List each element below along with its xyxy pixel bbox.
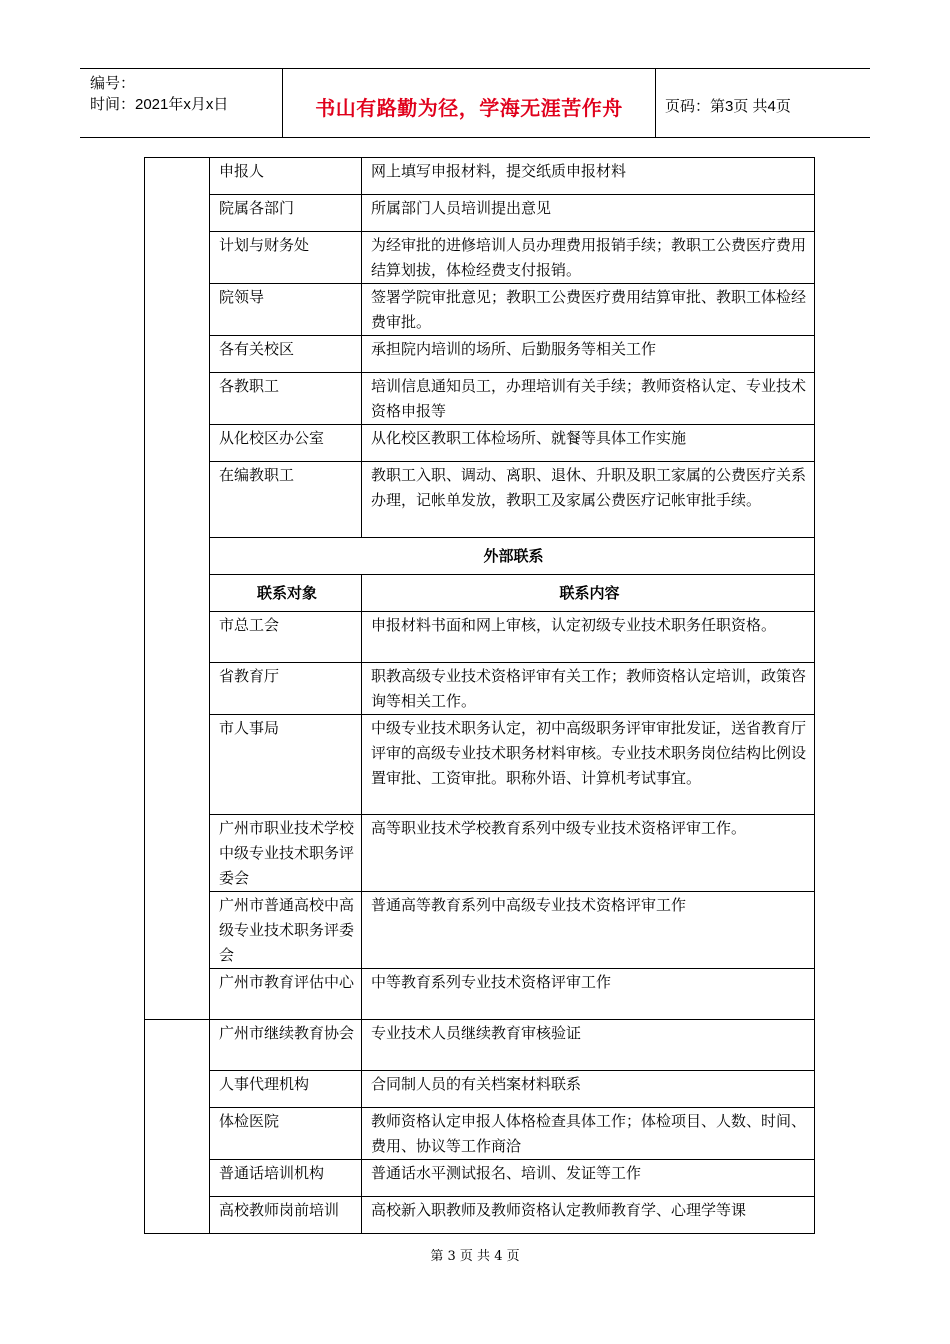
contact-content: 高校新入职教师及教师资格认定教师教育学、心理学等课 — [362, 1197, 815, 1234]
contact-object: 体检医院 — [210, 1108, 362, 1160]
contact-content: 签署学院审批意见；教职工公费医疗费用结算审批、教职工体检经费审批。 — [362, 284, 815, 336]
contact-object: 普通话培训机构 — [210, 1160, 362, 1197]
header-info — [80, 69, 282, 137]
doc-code-label: 编号： — [90, 75, 136, 92]
contact-content: 网上填写申报材料，提交纸质申报材料 — [362, 158, 815, 195]
table-row — [145, 425, 815, 462]
contact-object: 计划与财务处 — [210, 232, 362, 284]
column-header-object: 联系对象 — [210, 575, 362, 612]
table-row — [145, 1071, 815, 1108]
table-row — [145, 663, 815, 715]
doc-date-label: 时间：2021年x月x日 — [90, 96, 229, 113]
contact-object: 市总工会 — [210, 612, 362, 663]
contact-object: 各教职工 — [210, 373, 362, 425]
contact-content: 中等教育系列专业技术资格评审工作 — [362, 969, 815, 1020]
page-header — [80, 68, 870, 138]
contact-object: 广州市职业技术学校中级专业技术职务评委会 — [210, 815, 362, 892]
contact-object: 在编教职工 — [210, 462, 362, 538]
column-header-content: 联系内容 — [362, 575, 815, 612]
contact-content: 教职工入职、调动、离职、退休、升职及职工家属的公费医疗关系办理，记帐单发放，教职工及家属公费医疗记帐审批手续。 — [362, 462, 815, 538]
contact-content: 合同制人员的有关档案材料联系 — [362, 1071, 815, 1108]
table-row — [145, 1197, 815, 1234]
contact-content: 职教高级专业技术资格评审有关工作；教师资格认定培训，政策咨询等相关工作。 — [362, 663, 815, 715]
header-motto-cell — [282, 69, 656, 137]
contact-content: 专业技术人员继续教育审核验证 — [362, 1020, 815, 1071]
header-page-number: 页码：第3页 共4页 — [665, 97, 791, 115]
contact-content: 教师资格认定申报人体格检查具体工作；体检项目、人数、时间、费用、协议等工作商洽 — [362, 1108, 815, 1160]
page-footer: 第 3 页 共 4 页 — [430, 1249, 520, 1264]
left-column-block — [145, 1020, 210, 1234]
contact-object: 广州市普通高校中高级专业技术职务评委会 — [210, 892, 362, 969]
header-motto: 书山有路勤为径，学海无涯苦作舟 — [315, 95, 623, 120]
external-section-title: 外部联系 — [210, 538, 815, 575]
table-row — [145, 336, 815, 373]
table-row — [145, 462, 815, 538]
table-row — [145, 373, 815, 425]
contact-content: 申报材料书面和网上审核，认定初级专业技术职务任职资格。 — [362, 612, 815, 663]
contact-content: 所属部门人员培训提出意见 — [362, 195, 815, 232]
table-row — [145, 195, 815, 232]
section-title-row — [145, 538, 815, 575]
table-row — [145, 1020, 815, 1071]
left-column-block — [145, 158, 210, 1020]
contact-table — [144, 157, 815, 1234]
contact-object: 广州市教育评估中心 — [210, 969, 362, 1020]
contact-content: 培训信息通知员工，办理培训有关手续；教师资格认定、专业技术资格申报等 — [362, 373, 815, 425]
header-page-cell — [655, 69, 870, 137]
table-row — [145, 815, 815, 892]
table-row — [145, 232, 815, 284]
contact-object: 院领导 — [210, 284, 362, 336]
table-header-row — [145, 575, 815, 612]
contact-content: 为经审批的进修培训人员办理费用报销手续；教职工公费医疗费用结算划拔，体检经费支付报销。 — [362, 232, 815, 284]
contact-content: 承担院内培训的场所、后勤服务等相关工作 — [362, 336, 815, 373]
contact-content: 普通话水平测试报名、培训、发证等工作 — [362, 1160, 815, 1197]
table-row — [145, 158, 815, 195]
contact-content: 从化校区教职工体检场所、就餐等具体工作实施 — [362, 425, 815, 462]
table-row — [145, 284, 815, 336]
contact-object: 各有关校区 — [210, 336, 362, 373]
table-row — [145, 612, 815, 663]
contact-object: 省教育厅 — [210, 663, 362, 715]
contact-content: 高等职业技术学校教育系列中级专业技术资格评审工作。 — [362, 815, 815, 892]
contact-object: 市人事局 — [210, 715, 362, 815]
contact-content: 中级专业技术职务认定，初中高级职务评审审批发证，送省教育厅评审的高级专业技术职务材料审核。专业技术职务岗位结构比例设置审批、工资审批。职称外语、计算机考试事宜。 — [362, 715, 815, 815]
contact-object: 高校教师岗前培训 — [210, 1197, 362, 1234]
contact-content: 普通高等教育系列中高级专业技术资格评审工作 — [362, 892, 815, 969]
table-row — [145, 715, 815, 815]
contact-object: 申报人 — [210, 158, 362, 195]
table-row — [145, 892, 815, 969]
table-row — [145, 1108, 815, 1160]
contact-object: 从化校区办公室 — [210, 425, 362, 462]
contact-object: 人事代理机构 — [210, 1071, 362, 1108]
table-row — [145, 1160, 815, 1197]
table-row — [145, 969, 815, 1020]
contact-object: 广州市继续教育协会 — [210, 1020, 362, 1071]
contact-object: 院属各部门 — [210, 195, 362, 232]
